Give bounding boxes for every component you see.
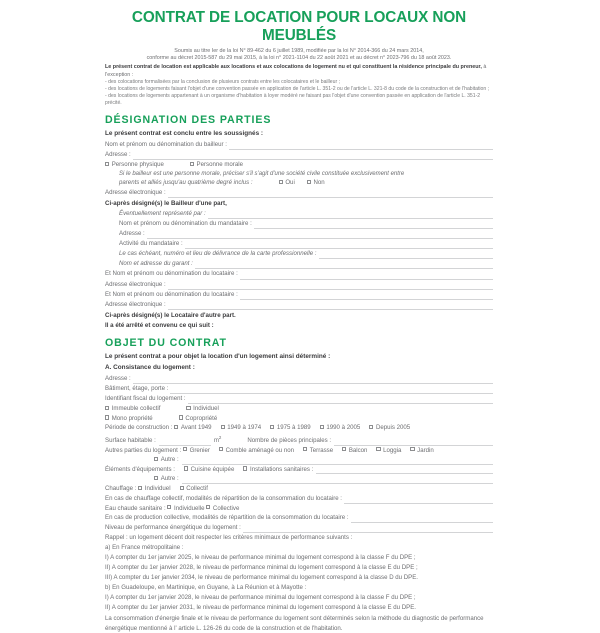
autres-parties-options[interactable] bbox=[105, 446, 493, 456]
eau-chaude-options[interactable] bbox=[105, 504, 493, 514]
field-label: Nom et adresse du garant : bbox=[119, 260, 193, 268]
checkbox-icon[interactable] bbox=[270, 425, 274, 429]
field-label: Le cas échéant, numéro et lieu de délivrance de la carte professionnelle : bbox=[119, 250, 317, 258]
option-1949-1974[interactable] bbox=[221, 423, 262, 433]
option-1990-2005[interactable] bbox=[320, 423, 361, 433]
option-label: Cuisine équipée bbox=[190, 465, 235, 473]
field-input-line[interactable] bbox=[168, 281, 493, 290]
checkbox-icon[interactable] bbox=[184, 466, 188, 470]
option-eau-collective[interactable] bbox=[206, 504, 239, 514]
field-represente-par[interactable] bbox=[105, 209, 493, 219]
surface-unit-exponent: 2 bbox=[218, 434, 222, 440]
option-label: 1949 à 1974 bbox=[227, 424, 262, 432]
equipements-label: Éléments d'équipements : bbox=[105, 465, 175, 473]
exception-bullet-3: - des locations de logements appartenant à un organisme d'habitation à loyer modéré ne faisant pas l'objet d'une convention passée en application de l'article L. 351-2 précité. bbox=[105, 93, 481, 106]
checkbox-icon[interactable] bbox=[410, 447, 414, 451]
option-label: 1975 à 1989 bbox=[276, 424, 311, 432]
checkbox-icon[interactable] bbox=[105, 162, 109, 166]
periode-label: Période de construction : bbox=[105, 424, 173, 432]
field-label: Niveau de performance énergétique du logement : bbox=[105, 524, 241, 532]
field-carte-professionnelle[interactable] bbox=[105, 249, 493, 259]
checkbox-icon[interactable] bbox=[221, 425, 225, 429]
field-label: Adresse : bbox=[105, 150, 131, 158]
checkbox-icon[interactable] bbox=[342, 447, 346, 451]
field-locataire-2-name[interactable] bbox=[105, 290, 493, 300]
field-niveau-performance[interactable] bbox=[105, 523, 493, 533]
checkbox-icon[interactable] bbox=[180, 486, 184, 490]
option-label: Individuelle bbox=[174, 504, 205, 512]
option-immeuble-collectif[interactable] bbox=[105, 404, 160, 414]
field-label: Adresse électronique : bbox=[105, 280, 166, 288]
exception-bullet-2: - des locations de logements faisant l'objet d'une convention passée en application de l'article L. 351-2 ou de l'article L. 321-8 du code de la construction et de l'habitation ; bbox=[105, 86, 490, 93]
pieces-input-line[interactable] bbox=[334, 437, 493, 446]
option-oui[interactable] bbox=[279, 178, 295, 188]
metropole-item-2: II) A compter du 1er janvier 2028, le niveau de performance minimal du logement correspond à la classe E du DPE ; bbox=[105, 564, 418, 572]
option-terrasse[interactable] bbox=[303, 446, 333, 456]
option-label: Installations sanitaires : bbox=[250, 465, 314, 473]
field-input-line[interactable] bbox=[254, 221, 493, 230]
checkbox-icon[interactable] bbox=[369, 425, 373, 429]
field-input-line[interactable] bbox=[243, 525, 493, 534]
option-label: Avant 1949 bbox=[180, 424, 212, 432]
field-input-line[interactable] bbox=[319, 251, 494, 260]
morale-note-line-2: parents et alliés jusqu'au quatrième degré inclus : bbox=[119, 179, 253, 187]
propriete-type-options[interactable] bbox=[105, 414, 493, 424]
field-label: Éventuellement représenté par : bbox=[119, 209, 206, 217]
surface-unit-text: m bbox=[213, 436, 219, 444]
option-jardin[interactable] bbox=[410, 446, 433, 456]
outremer-item-1: I) A compter du 1er janvier 2028, le niveau de performance minimal du logement correspond à la classe F du DPE ; bbox=[105, 594, 416, 602]
checkbox-icon[interactable] bbox=[179, 415, 183, 419]
field-input-line[interactable] bbox=[133, 375, 493, 384]
surface-input-line[interactable] bbox=[159, 437, 211, 446]
checkbox-icon[interactable] bbox=[303, 447, 307, 451]
checkbox-icon[interactable] bbox=[206, 505, 210, 509]
morale-note-line-2-row[interactable] bbox=[105, 178, 493, 188]
locataire-designation: Ci-après désigné(s) le Locataire d'autre part. bbox=[105, 311, 236, 319]
bailleur-type-options[interactable] bbox=[105, 160, 493, 170]
equipements-autre-row[interactable] bbox=[105, 474, 493, 484]
option-loggia[interactable] bbox=[376, 446, 401, 456]
checkbox-icon[interactable] bbox=[219, 447, 223, 451]
field-mandataire-address[interactable] bbox=[105, 229, 493, 239]
field-input-line[interactable] bbox=[168, 301, 493, 310]
option-label: Individuel bbox=[144, 484, 171, 492]
subtitle-line-1: Soumis au titre Ier de la loi N° 89-462 du 6 juillet 1989, modifiée par la loi N° 2014-366 du 24 mars 2014, bbox=[174, 48, 424, 54]
checkbox-icon[interactable] bbox=[105, 415, 109, 419]
field-input-line[interactable] bbox=[316, 466, 493, 475]
option-comble[interactable] bbox=[219, 446, 294, 456]
morale-note-line-1: Si le bailleur est une personne morale, préciser s'il s'agit d'une société civile constituée exclusivement entre bbox=[119, 170, 405, 177]
outremer-item-2: II) A compter du 1er janvier 2031, le niveau de performance minimal du logement correspond à la classe E du DPE. bbox=[105, 604, 416, 612]
logement-type-options[interactable] bbox=[105, 404, 493, 414]
option-label: Autre : bbox=[160, 456, 179, 464]
option-label: Grenier bbox=[189, 446, 210, 454]
option-label: Loggia bbox=[383, 446, 402, 454]
lead-tail-text: à l'exception : bbox=[105, 64, 487, 78]
option-avant-1949[interactable] bbox=[174, 423, 211, 433]
field-input-line[interactable] bbox=[188, 396, 493, 405]
option-cuisine-equipee[interactable] bbox=[184, 465, 234, 475]
option-label: Immeuble collectif bbox=[111, 405, 161, 413]
option-label: Autre : bbox=[160, 475, 179, 483]
option-label: Personne physique bbox=[111, 161, 164, 169]
consistance-title: A. Consistance du logement : bbox=[105, 363, 195, 371]
outremer-label: b) En Guadeloupe, en Martinique, en Guyane, à La Réunion et à Mayotte : bbox=[105, 584, 307, 592]
field-input-line[interactable] bbox=[240, 291, 493, 300]
chauffage-options[interactable] bbox=[105, 484, 493, 494]
field-bailleur-email[interactable] bbox=[105, 188, 493, 198]
checkbox-icon[interactable] bbox=[167, 505, 171, 509]
option-label: Depuis 2005 bbox=[375, 424, 411, 432]
option-chauffage-collectif[interactable] bbox=[180, 484, 208, 494]
option-label: Mono propriété bbox=[111, 414, 153, 422]
field-label: Adresse électronique : bbox=[105, 188, 166, 196]
option-autre-equipements[interactable] bbox=[154, 474, 179, 484]
field-input-line[interactable] bbox=[170, 386, 493, 395]
option-label: Comble aménagé ou non bbox=[225, 446, 295, 454]
field-chauffage-collectif-repartition[interactable] bbox=[105, 494, 493, 504]
option-non[interactable] bbox=[307, 178, 325, 188]
parties-intro: Le présent contrat est conclu entre les soussignés : bbox=[105, 129, 264, 137]
chauffage-label: Chauffage : bbox=[105, 484, 137, 492]
field-bailleur-name[interactable] bbox=[105, 140, 493, 150]
bailleur-designation: Ci-après désigné(s) le Bailleur d'une part, bbox=[105, 199, 227, 207]
option-individuel[interactable] bbox=[186, 404, 218, 414]
autres-parties-autre-row[interactable] bbox=[105, 455, 493, 465]
field-label: En cas de chauffage collectif, modalités de répartition de la consommation du locataire : bbox=[105, 494, 343, 502]
pieces-label: Nombre de pièces principales : bbox=[247, 436, 332, 444]
field-garant[interactable] bbox=[105, 259, 493, 269]
field-locataire-2-email[interactable] bbox=[105, 300, 493, 310]
option-label: Oui bbox=[285, 179, 295, 187]
periode-construction-options[interactable] bbox=[105, 423, 493, 433]
checkbox-icon[interactable] bbox=[320, 425, 324, 429]
autres-parties-label: Autres parties du logement : bbox=[105, 446, 182, 454]
option-label: Terrasse bbox=[309, 446, 334, 454]
metropole-item-3: III) A compter du 1er janvier 2034, le niveau de performance minimal du logement correspond à la classe D du DPE. bbox=[105, 574, 418, 582]
field-label: Activité du mandataire : bbox=[119, 240, 183, 248]
field-input-line[interactable] bbox=[147, 231, 493, 240]
eau-chaude-label: Eau chaude sanitaire : bbox=[105, 504, 166, 512]
field-logement-address[interactable] bbox=[105, 374, 493, 384]
checkbox-icon[interactable] bbox=[174, 425, 178, 429]
field-input-line[interactable] bbox=[208, 211, 493, 220]
closing-paragraph: La consommation d'énergie finale et le niveau de performance du logement sont déterminés selon la méthode du diagnostic de performance énergétique mentionné à l' article L. 126-26 du code de la construction et de l'habitation. bbox=[105, 615, 484, 632]
option-label: Personne morale bbox=[196, 161, 243, 169]
option-balcon[interactable] bbox=[342, 446, 367, 456]
rappel-text: Rappel : un logement décent doit respecter les critères minimaux de performance suivants : bbox=[105, 534, 353, 542]
field-input-line[interactable] bbox=[240, 271, 493, 280]
option-personne-physique[interactable] bbox=[105, 160, 164, 170]
field-label: Et Nom et prénom ou dénomination du locataire : bbox=[105, 290, 238, 298]
checkbox-icon[interactable] bbox=[243, 466, 247, 470]
option-grenier[interactable] bbox=[183, 446, 210, 456]
section-heading-parties: DÉSIGNATION DES PARTIES bbox=[105, 113, 272, 126]
option-copropriete[interactable] bbox=[179, 414, 218, 424]
field-input-line[interactable] bbox=[168, 189, 493, 198]
lead-paragraph bbox=[105, 64, 493, 79]
checkbox-icon[interactable] bbox=[183, 447, 187, 451]
field-label: Et Nom et prénom ou dénomination du locataire : bbox=[105, 270, 238, 278]
field-input-line[interactable] bbox=[344, 495, 493, 504]
metropole-item-1: I) A compter du 1er janvier 2025, le niveau de performance minimal du logement correspond à la classe F du DPE ; bbox=[105, 554, 416, 562]
option-installations-sanitaires[interactable] bbox=[243, 465, 313, 475]
lead-bold-text: Le présent contrat de location est applicable aux locations et aux colocations de logement nu et qui constituent la résidence principale du preneur, bbox=[105, 64, 482, 71]
checkbox-icon[interactable] bbox=[105, 406, 109, 410]
field-bailleur-address[interactable] bbox=[105, 150, 493, 160]
field-label: Identifiant fiscal du logement : bbox=[105, 395, 186, 403]
option-label: Collectif bbox=[186, 484, 208, 492]
field-label: Adresse : bbox=[119, 230, 145, 238]
section-heading-objet: OBJET DU CONTRAT bbox=[105, 336, 227, 349]
option-depuis-2005[interactable] bbox=[369, 423, 410, 433]
option-chauffage-individuel[interactable] bbox=[138, 484, 170, 494]
field-locataire-1-email[interactable] bbox=[105, 280, 493, 290]
surface-and-pieces-row[interactable] bbox=[105, 433, 493, 446]
field-mandataire-activity[interactable] bbox=[105, 239, 493, 249]
checkbox-icon[interactable] bbox=[376, 447, 380, 451]
option-autre-parties[interactable] bbox=[154, 455, 179, 465]
field-label: Adresse : bbox=[105, 374, 131, 382]
field-label: En cas de production collective, modalités de répartition de la consommation du locataire : bbox=[105, 514, 349, 522]
field-input-line[interactable] bbox=[133, 152, 493, 161]
metropole-label: a) En France métropolitaine : bbox=[105, 544, 184, 552]
field-input-line[interactable] bbox=[229, 141, 493, 150]
objet-intro: Le présent contrat a pour objet la location d'un logement ainsi déterminé : bbox=[105, 352, 331, 360]
field-mandataire-name[interactable] bbox=[105, 219, 493, 229]
field-production-collective-repartition[interactable] bbox=[105, 513, 493, 523]
option-label: Collective bbox=[212, 504, 240, 512]
option-eau-individuelle[interactable] bbox=[167, 504, 204, 514]
field-input-line[interactable] bbox=[182, 475, 493, 484]
option-label: 1990 à 2005 bbox=[326, 424, 361, 432]
checkbox-icon[interactable] bbox=[138, 486, 142, 490]
equipements-options[interactable] bbox=[105, 465, 493, 475]
field-label: Nom et prénom ou dénomination du mandataire : bbox=[119, 220, 252, 227]
option-label: Non bbox=[313, 179, 325, 187]
option-label: Balcon bbox=[348, 446, 368, 454]
option-personne-morale[interactable] bbox=[190, 160, 243, 170]
field-label: Adresse électronique : bbox=[105, 300, 166, 308]
field-input-line[interactable] bbox=[351, 515, 493, 524]
option-label: Jardin bbox=[417, 446, 434, 454]
checkbox-icon[interactable] bbox=[154, 457, 158, 461]
field-input-line[interactable] bbox=[185, 241, 493, 250]
option-label: Copropriété bbox=[185, 414, 218, 422]
checkbox-icon[interactable] bbox=[186, 406, 190, 410]
arrete-convenu: Il a été arrêté et convenu ce qui suit : bbox=[105, 321, 214, 329]
checkbox-icon[interactable] bbox=[279, 180, 283, 184]
field-label: Nom et prénom ou dénomination du bailleur : bbox=[105, 140, 227, 148]
page-title: CONTRAT DE LOCATION POUR LOCAUX NON MEUBLÉS bbox=[131, 9, 467, 44]
surface-unit bbox=[214, 433, 222, 446]
checkbox-icon[interactable] bbox=[190, 162, 194, 166]
option-1975-1989[interactable] bbox=[270, 423, 311, 433]
field-input-line[interactable] bbox=[195, 261, 493, 270]
option-label: Individuel bbox=[193, 405, 219, 413]
field-locataire-1-name[interactable] bbox=[105, 269, 493, 279]
subtitle-line-2: conforme au décret 2015-587 du 29 mai 2015, à la loi n° 2021-1104 du 22 août 2021 et au décret n° 2023-796 du 18 août 2023. bbox=[146, 55, 452, 62]
surface-label: Surface habitable : bbox=[105, 436, 156, 444]
field-input-line[interactable] bbox=[182, 456, 493, 465]
option-mono-propriete[interactable] bbox=[105, 414, 153, 424]
exception-bullet-1: - des colocations formalisées par la conclusion de plusieurs contrats entre les colocataires et le bailleur ; bbox=[105, 79, 340, 86]
checkbox-icon[interactable] bbox=[307, 180, 311, 184]
field-batiment-etage-porte[interactable] bbox=[105, 384, 493, 394]
checkbox-icon[interactable] bbox=[154, 476, 158, 480]
field-identifiant-fiscal[interactable] bbox=[105, 394, 493, 404]
field-label: Bâtiment, étage, porte : bbox=[105, 384, 169, 392]
